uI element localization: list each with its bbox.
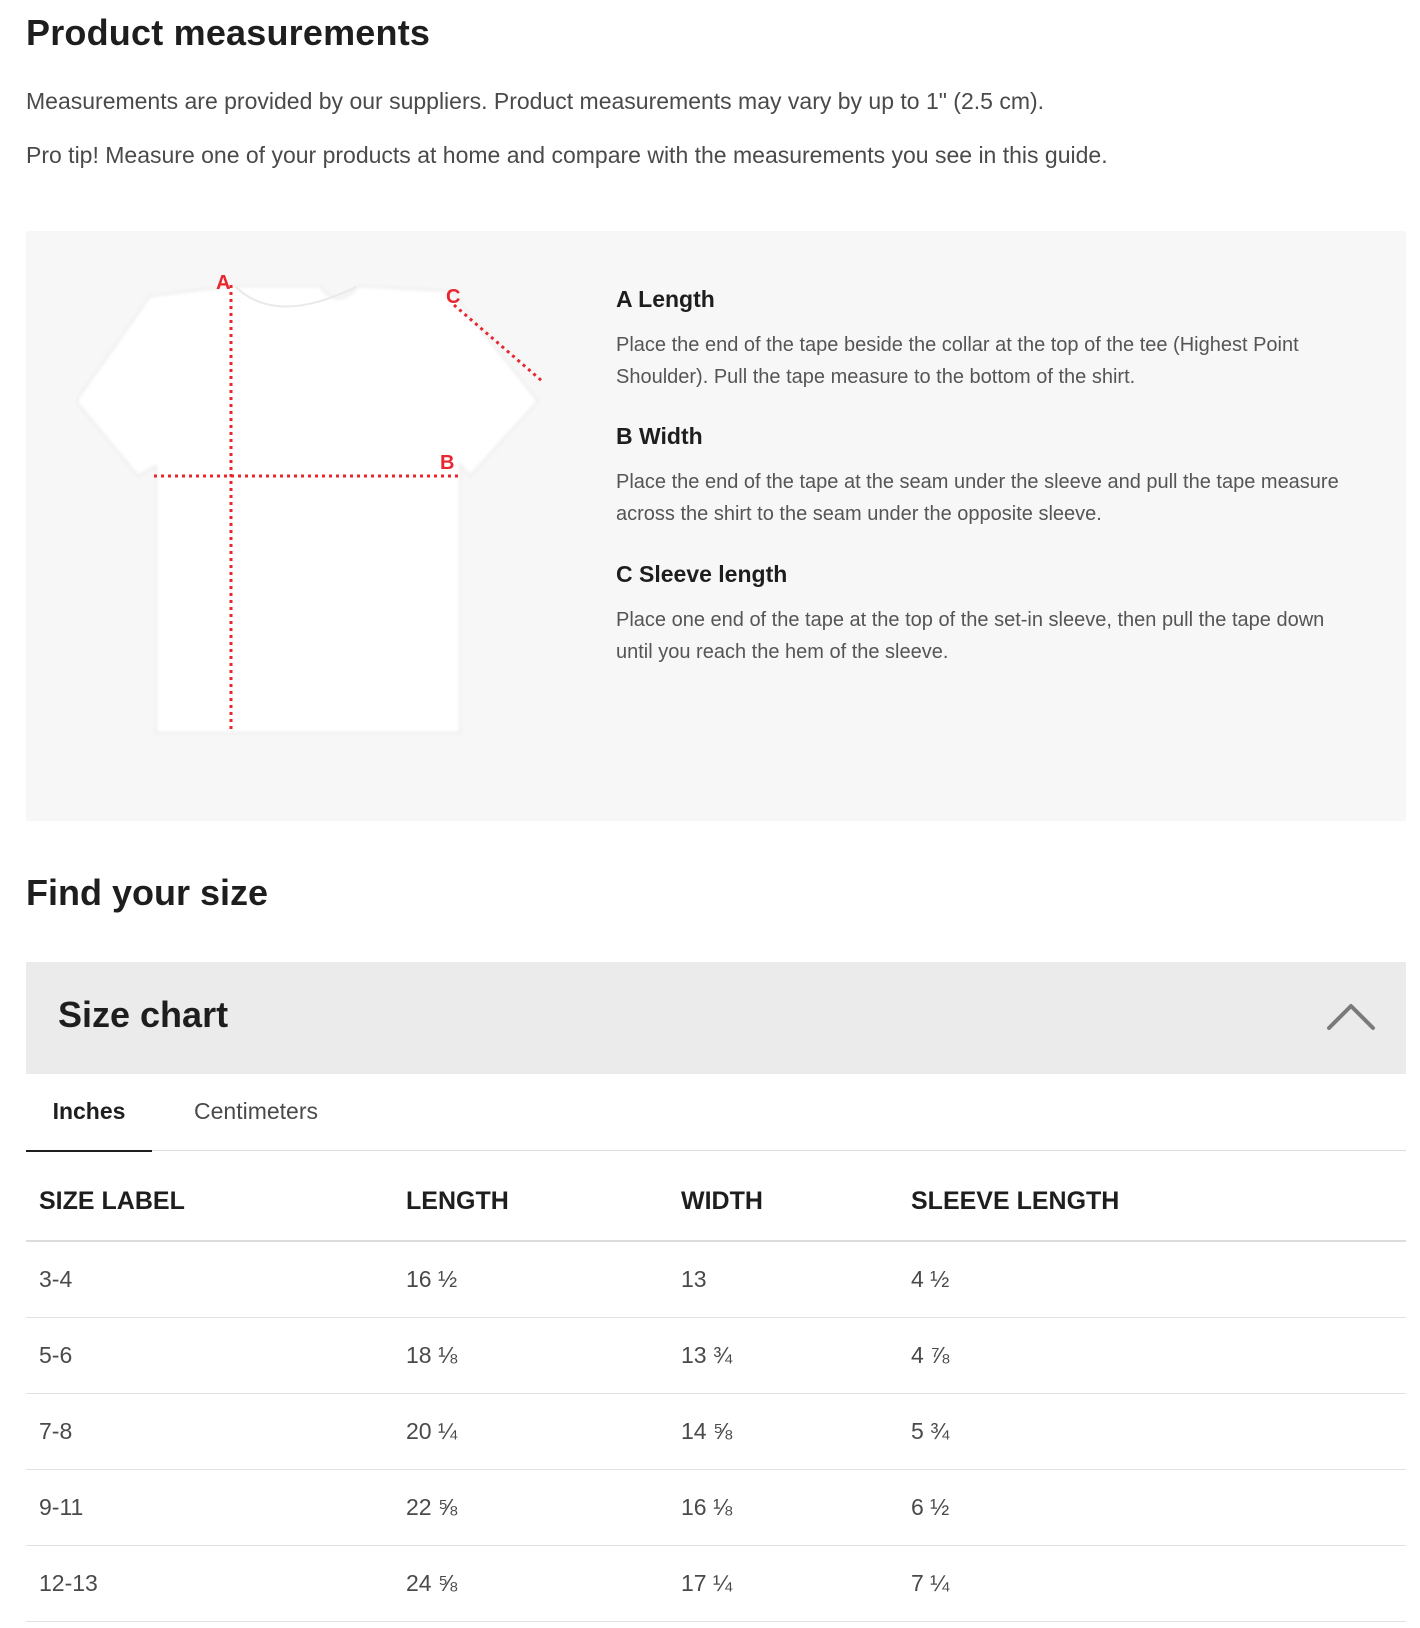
length-cell: 16 ½ bbox=[393, 1241, 668, 1318]
width-title: B Width bbox=[616, 423, 703, 449]
sleeve-length-cell: 7 ¼ bbox=[898, 1546, 1406, 1622]
length-cell: 20 ¼ bbox=[393, 1394, 668, 1470]
pro-tip-text: Pro tip! Measure one of your products at home and compare with the measurements you see in this guide. bbox=[26, 142, 1108, 168]
column-header: SIZE LABEL bbox=[26, 1162, 393, 1241]
sleeve-length-text: Place one end of the tape at the top of the set-in sleeve, then pull the tape down until you reach the hem of the sleeve. bbox=[616, 609, 1325, 663]
length-title: A Length bbox=[616, 286, 715, 312]
intro-text: Measurements are provided by our suppliers. Product measurements may vary by up to 1" (2.5 cm). bbox=[26, 88, 1045, 114]
width-text: Place the end of the tape at the seam under the sleeve and pull the tape measure across the shirt to the seam under the opposite sleeve. bbox=[616, 471, 1339, 525]
label-a: A bbox=[216, 272, 231, 294]
sleeve-length-cell: 6 ½ bbox=[898, 1470, 1406, 1546]
sleeve-length-description bbox=[616, 561, 1356, 668]
table-row bbox=[26, 1394, 1406, 1470]
length-cell: 18 ⅛ bbox=[393, 1318, 668, 1394]
measurements-panel bbox=[26, 231, 1406, 821]
sleeve-length-cell: 4 ½ bbox=[898, 1241, 1406, 1318]
page-title: Product measurements bbox=[26, 12, 431, 53]
size-label-cell: 7-8 bbox=[26, 1394, 393, 1470]
width-cell: 17 ¼ bbox=[668, 1546, 898, 1622]
size-chart-accordion[interactable] bbox=[26, 962, 1406, 1074]
chevron-up-icon[interactable] bbox=[1326, 998, 1376, 1032]
length-cell: 24 ⅝ bbox=[393, 1546, 668, 1622]
tshirt-illustration bbox=[76, 286, 538, 733]
size-label-cell: 5-6 bbox=[26, 1318, 393, 1394]
table-row bbox=[26, 1470, 1406, 1546]
table-header-row bbox=[26, 1162, 1406, 1241]
unit-tabs bbox=[26, 1076, 1406, 1151]
width-cell: 13 ¾ bbox=[668, 1318, 898, 1394]
sleeve-length-cell: 5 ¾ bbox=[898, 1394, 1406, 1470]
table-row bbox=[26, 1546, 1406, 1622]
table-row bbox=[26, 1241, 1406, 1318]
size-label-cell: 3-4 bbox=[26, 1241, 393, 1318]
length-description bbox=[616, 286, 1356, 393]
size-label-cell: 12-13 bbox=[26, 1546, 393, 1622]
length-text: Place the end of the tape beside the collar at the top of the tee (Highest Point Shoulder). Pull the tape measure to the bottom of the shirt. bbox=[616, 334, 1299, 388]
width-description bbox=[616, 423, 1356, 530]
width-cell: 16 ⅛ bbox=[668, 1470, 898, 1546]
size-table bbox=[26, 1162, 1406, 1622]
tab-inches[interactable]: Inches bbox=[26, 1076, 152, 1152]
column-header: WIDTH bbox=[668, 1162, 898, 1241]
length-cell: 22 ⅝ bbox=[393, 1470, 668, 1546]
sleeve-length-cell: 4 ⅞ bbox=[898, 1318, 1406, 1394]
find-size-title: Find your size bbox=[26, 872, 269, 913]
tshirt-diagram bbox=[76, 271, 596, 791]
column-header: SLEEVE LENGTH bbox=[898, 1162, 1406, 1241]
width-cell: 14 ⅝ bbox=[668, 1394, 898, 1470]
table-row bbox=[26, 1318, 1406, 1394]
label-b: B bbox=[440, 452, 455, 474]
width-cell: 13 bbox=[668, 1241, 898, 1318]
tab-centimeters[interactable]: Centimeters bbox=[194, 1098, 318, 1124]
column-header: LENGTH bbox=[393, 1162, 668, 1241]
size-chart-title: Size chart bbox=[58, 994, 229, 1035]
label-c: C bbox=[446, 286, 461, 308]
sleeve-length-title: C Sleeve length bbox=[616, 561, 788, 587]
size-label-cell: 9-11 bbox=[26, 1470, 393, 1546]
